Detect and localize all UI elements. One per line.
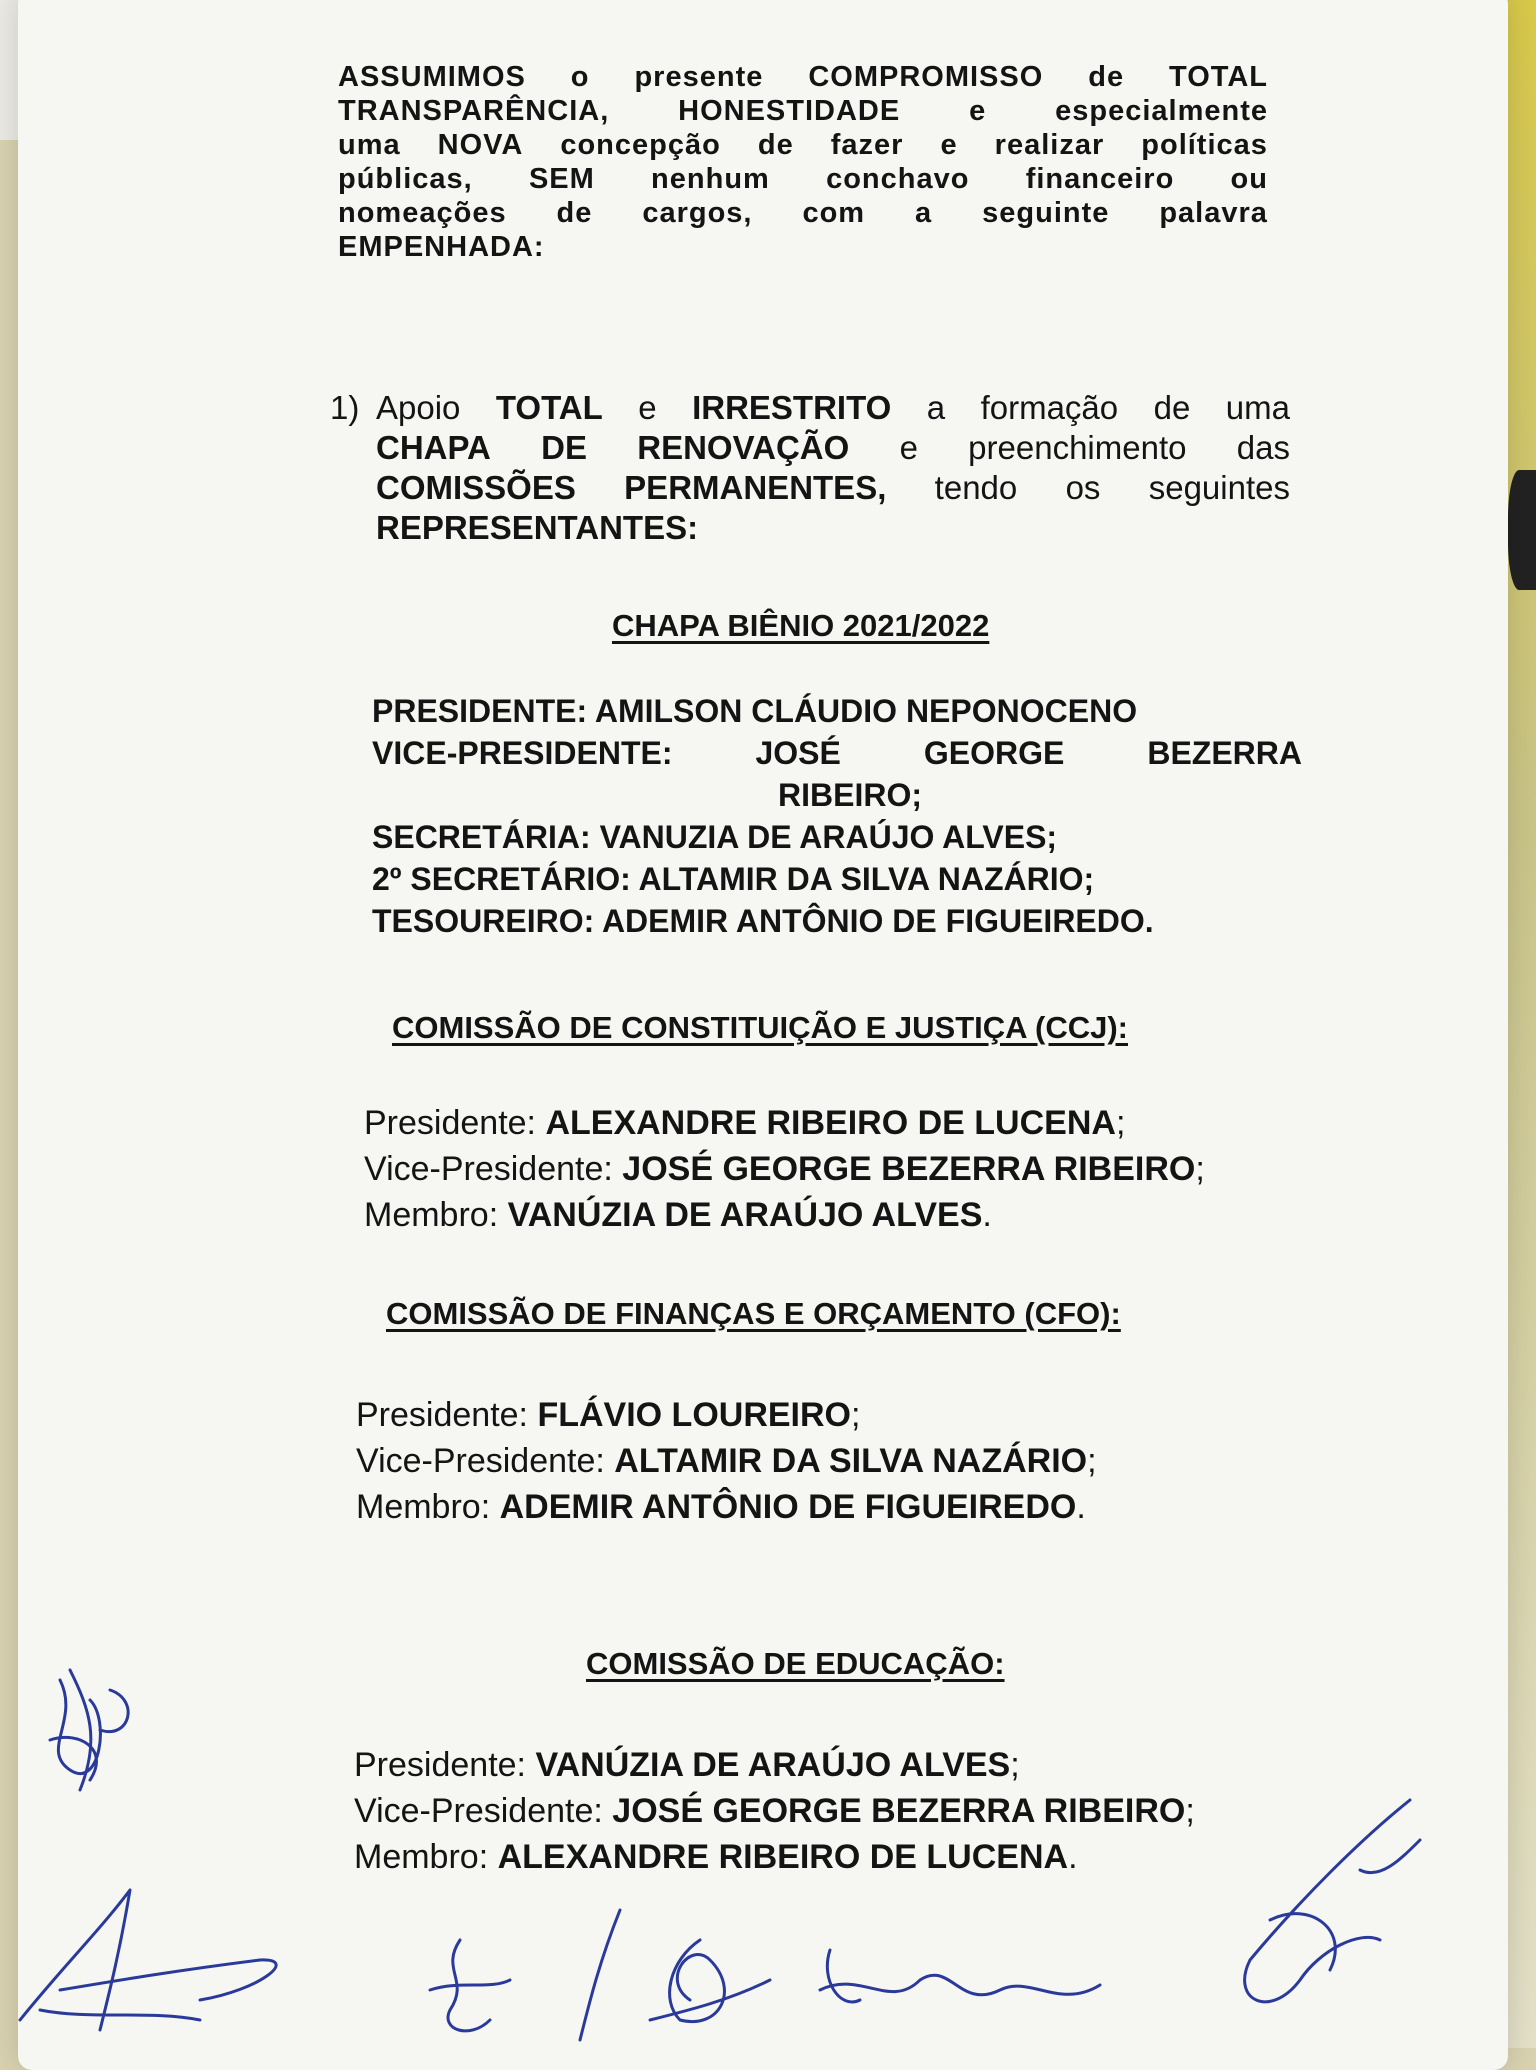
item-word: de: [1153, 389, 1191, 426]
intro-word: ou: [1230, 163, 1268, 195]
item-word: RENOVAÇÃO: [637, 429, 850, 466]
intro-word: SEM: [528, 163, 595, 195]
chapa-vice-president-cont: RIBEIRO;: [778, 777, 922, 813]
educacao-vice-president: Vice-Presidente: JOSÉ GEORGE BEZERRA RIBEIRO;: [354, 1792, 1195, 1830]
intro-paragraph: [338, 60, 1268, 264]
intro-word: ASSUMIMOS: [338, 61, 526, 93]
intro-word: HONESTIDADE: [678, 95, 901, 127]
intro-word: a: [915, 197, 933, 229]
item-line-2: [330, 428, 1290, 468]
intro-line: [338, 230, 1268, 264]
chapa-heading: CHAPA BIÊNIO 2021/2022: [612, 608, 990, 643]
intro-line: [338, 94, 1268, 128]
intro-word: públicas,: [338, 163, 473, 195]
cfo-member: Membro: ADEMIR ANTÔNIO DE FIGUEIREDO.: [356, 1488, 1086, 1526]
intro-word: de: [556, 197, 593, 229]
item-word: Apoio: [376, 389, 461, 426]
intro-word: e: [940, 129, 958, 161]
item-word: PERMANENTES,: [624, 469, 887, 506]
intro-word: nenhum: [651, 163, 770, 195]
signature-4: [560, 1900, 780, 2048]
signature-1: [20, 1660, 150, 1810]
intro-word: de: [1088, 61, 1125, 93]
intro-word: de: [757, 129, 794, 161]
educacao-member: Membro: ALEXANDRE RIBEIRO DE LUCENA.: [354, 1838, 1078, 1876]
intro-line: [338, 60, 1268, 94]
item-word: tendo: [934, 469, 1018, 506]
intro-line: [338, 128, 1268, 162]
intro-word: o: [570, 61, 590, 93]
item-word: das: [1236, 429, 1290, 466]
item-line-4: [330, 508, 1290, 548]
item-word: os: [1065, 469, 1101, 506]
intro-word: NOVA: [437, 129, 524, 161]
intro-word: TOTAL: [1169, 61, 1268, 93]
list-item-1: [330, 388, 1290, 548]
intro-word: presente: [634, 61, 764, 93]
intro-word: palavra: [1159, 197, 1268, 229]
intro-word: cargos,: [642, 197, 753, 229]
signature-3: [400, 1920, 540, 2048]
educacao-president: Presidente: VANÚZIA DE ARAÚJO ALVES;: [354, 1746, 1020, 1784]
signature-6: [1210, 1780, 1440, 2048]
representantes-label: REPRESENTANTES:: [376, 509, 699, 546]
chapa-treasurer: TESOUREIRO: ADEMIR ANTÔNIO DE FIGUEIREDO.: [372, 903, 1154, 939]
item-word: preenchimento: [968, 429, 1187, 466]
educacao-heading: COMISSÃO DE EDUCAÇÃO:: [586, 1646, 1005, 1681]
item-line-1: [330, 388, 1290, 428]
intro-word: realizar: [994, 129, 1105, 161]
item-line-3: [330, 468, 1290, 508]
item-word: e: [638, 389, 657, 426]
intro-word: especialmente: [1055, 95, 1268, 127]
chapa-second-secretary: 2º SECRETÁRIO: ALTAMIR DA SILVA NAZÁRIO;: [372, 861, 1095, 897]
intro-word: políticas: [1141, 129, 1268, 161]
cfo-members: [356, 1392, 1097, 1530]
intro-line: [338, 196, 1268, 230]
intro-word: TRANSPARÊNCIA,: [338, 95, 610, 127]
intro-word: seguinte: [982, 197, 1110, 229]
intro-word: fazer: [830, 129, 904, 161]
intro-word: EMPENHADA:: [338, 231, 545, 263]
item-word: seguintes: [1148, 469, 1290, 506]
intro-word: financeiro: [1025, 163, 1175, 195]
item-word: DE: [541, 429, 587, 466]
item-word: formação: [980, 389, 1119, 426]
intro-word: uma: [338, 129, 401, 161]
item-number: 1): [330, 389, 360, 426]
intro-word: nomeações: [338, 197, 507, 229]
ccj-vice-president: Vice-Presidente: JOSÉ GEORGE BEZERRA RIBEIRO;: [364, 1150, 1205, 1188]
item-word: CHAPA: [376, 429, 491, 466]
intro-word: conchavo: [826, 163, 970, 195]
signature-5: [800, 1930, 1140, 2048]
chapa-president: PRESIDENTE: AMILSON CLÁUDIO NEPONOCENO: [372, 693, 1138, 729]
intro-word: com: [802, 197, 866, 229]
cfo-president: Presidente: FLÁVIO LOUREIRO;: [356, 1396, 861, 1434]
chapa-vice-president: VICE-PRESIDENTE: JOSÉ GEORGE BEZERRA: [372, 735, 1302, 771]
intro-word: COMPROMISSO: [808, 61, 1044, 93]
ccj-members: [364, 1100, 1205, 1238]
cfo-heading: COMISSÃO DE FINANÇAS E ORÇAMENTO (CFO):: [386, 1296, 1121, 1331]
item-word: COMISSÕES: [376, 469, 576, 506]
chapa-secretary: SECRETÁRIA: VANUZIA DE ARAÚJO ALVES;: [372, 819, 1058, 855]
intro-word: concepção: [560, 129, 721, 161]
chapa-roles: [372, 690, 1302, 942]
intro-line: [338, 162, 1268, 196]
item-word: TOTAL: [495, 389, 603, 426]
signature-2: [0, 1870, 320, 2040]
educacao-members: [354, 1742, 1195, 1880]
ccj-president: Presidente: ALEXANDRE RIBEIRO DE LUCENA;: [364, 1104, 1126, 1142]
cfo-vice-president: Vice-Presidente: ALTAMIR DA SILVA NAZÁRIO;: [356, 1442, 1097, 1480]
ccj-member: Membro: VANÚZIA DE ARAÚJO ALVES.: [364, 1196, 992, 1234]
item-word: e: [899, 429, 918, 466]
item-word: a: [926, 389, 946, 426]
ccj-heading: COMISSÃO DE CONSTITUIÇÃO E JUSTIÇA (CCJ):: [392, 1010, 1128, 1045]
item-word: uma: [1225, 389, 1290, 426]
item-word: IRRESTRITO: [692, 389, 892, 426]
intro-word: e: [969, 95, 987, 127]
